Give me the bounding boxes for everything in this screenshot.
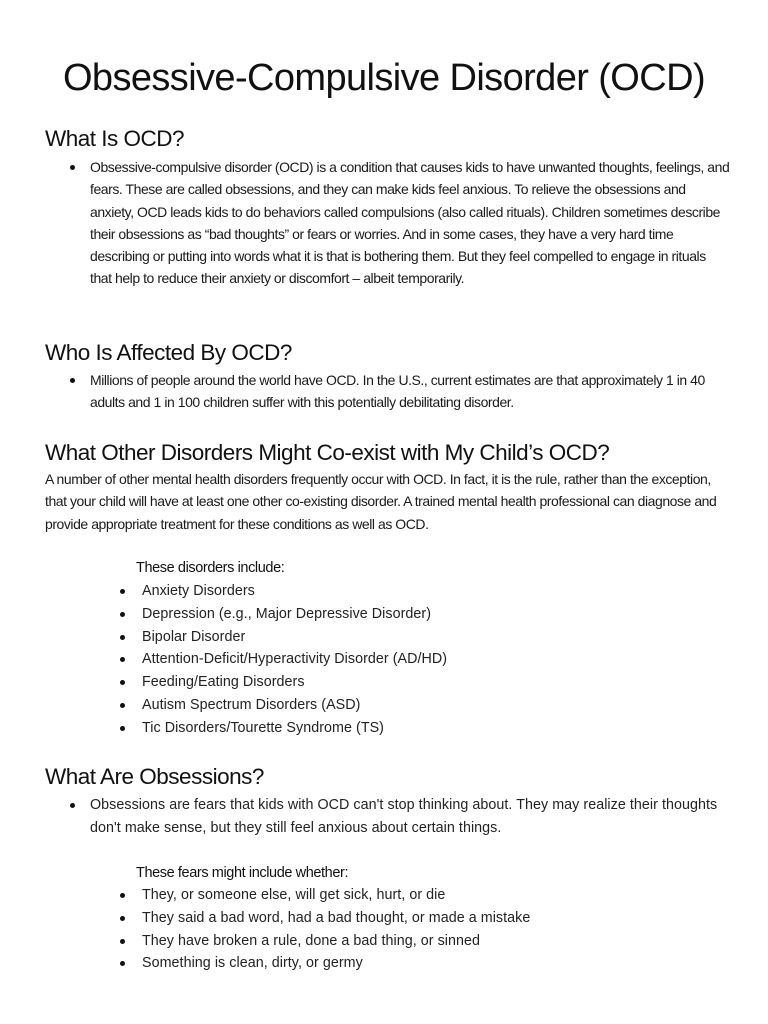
who-is-affected-list: [90, 369, 730, 414]
list-item: Obsessions are fears that kids with OCD can't stop thinking about. They may realize their thoughts don't make sense, but they still feel anxious about certain things.: [90, 794, 730, 840]
list-item: They, or someone else, will get sick, hurt, or die: [142, 884, 702, 907]
list-item: They said a bad word, had a bad thought, or made a mistake: [142, 907, 702, 930]
heading-other-disorders: What Other Disorders Might Co-exist with My Child’s OCD?: [45, 440, 610, 465]
list-item: Obsessive-compulsive disorder (OCD) is a condition that causes kids to have unwanted thoughts, feelings, and fears. These are called obsessions, and they can make kids feel anxious. To relieve the obsessions and anxiety, OCD leads kids to do behaviors called compulsions (also called rituals). Children sometimes describe their obsessions as “bad thoughts” or fears or worries. And in some cases, they have a very hard time describing or putting into words what it is that is bothering them. But they feel compelled to engage in rituals that help to reduce their anxiety or discomfort – albeit temporarily.: [90, 156, 730, 290]
list-item: Tic Disorders/Tourette Syndrome (TS): [142, 717, 702, 740]
list-item: Depression (e.g., Major Depressive Disorder): [142, 603, 702, 626]
list-item: Autism Spectrum Disorders (ASD): [142, 694, 702, 717]
fears-list: [142, 884, 702, 975]
list-item: Feeding/Eating Disorders: [142, 671, 702, 694]
heading-who-is-affected: Who Is Affected By OCD?: [45, 340, 292, 365]
heading-what-is-ocd: What Is OCD?: [45, 126, 185, 151]
what-is-ocd-list: [90, 156, 730, 290]
disorders-list-label: These disorders include:: [136, 560, 285, 576]
disorders-list: [142, 580, 702, 740]
list-item: Millions of people around the world have OCD. In the U.S., current estimates are that approximately 1 in 40 adults and 1 in 100 children suffer with this potentially debilitating disorder.: [90, 369, 730, 414]
fears-list-label: These fears might include whether:: [136, 865, 349, 881]
list-item: Attention-Deficit/Hyperactivity Disorder (AD/HD): [142, 648, 702, 671]
list-item: Anxiety Disorders: [142, 580, 702, 603]
heading-what-are-obsessions: What Are Obsessions?: [45, 764, 264, 789]
document-title: Obsessive-Compulsive Disorder (OCD): [62, 57, 706, 99]
list-item: They have broken a rule, done a bad thing, or sinned: [142, 930, 702, 953]
other-disorders-paragraph: A number of other mental health disorders frequently occur with OCD. In fact, it is the rule, rather than the exception, that your child will have at least one other co-existing disorder. A trained mental health professional can diagnose and provide appropriate treatment for these conditions as well as OCD.: [45, 471, 717, 532]
obsessions-list: [90, 794, 730, 840]
list-item: Something is clean, dirty, or germy: [142, 952, 702, 975]
list-item: Bipolar Disorder: [142, 626, 702, 649]
